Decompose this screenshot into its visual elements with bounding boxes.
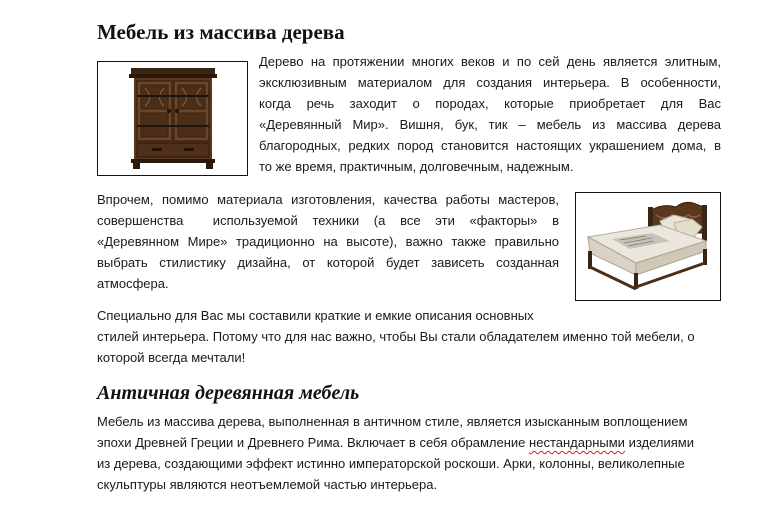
text-line: эксклюзивным материалом для создания интерьера. В особенности, bbox=[259, 75, 721, 90]
text-line bbox=[97, 432, 727, 453]
intro-paragraph bbox=[259, 51, 721, 177]
section-title: Античная деревянная мебель bbox=[97, 382, 360, 404]
text-line: Дерево на протяжении многих веков и по сей день является элитным, bbox=[259, 54, 721, 69]
text-line: из дерева, создающими эффект истинно императорской роскоши. Арки, колонны, великолепные bbox=[97, 456, 685, 471]
text-line: когда речь заходит о породах, которые приобретает для Вас bbox=[259, 96, 721, 111]
spellcheck-word[interactable]: нестандарными bbox=[529, 435, 625, 450]
text-line: стилей интерьера. Потому что для нас важно, чтобы Вы стали обладателем именно той мебели, о bbox=[97, 329, 695, 344]
text-line: благородных, редких пород становится настоящих украшением дома, в bbox=[259, 138, 721, 153]
bed-image bbox=[575, 192, 721, 301]
third-paragraph bbox=[97, 305, 727, 368]
text-line: выбрать стилистику дизайна, от которой будет зависеть созданная bbox=[97, 255, 559, 270]
text-line: которой всегда мечтали! bbox=[97, 350, 246, 365]
text-line: «Деревянный Мир». Вишня, бук, тик – мебель из массива дерева bbox=[259, 117, 721, 132]
text-line: «Деревянном Мире» традиционно на высоте), важно также правильно bbox=[97, 234, 559, 249]
text-line: Впрочем, помимо материала изготовления, качества работы мастеров, bbox=[97, 192, 559, 207]
text-fragment: изделиями bbox=[628, 435, 694, 450]
text-line: совершенства используемой техники (а все эти «факторы» в bbox=[97, 213, 559, 228]
text-line: скульптуры являются неотъемлемой частью интерьера. bbox=[97, 477, 438, 492]
text-line: Мебель из массива дерева, выполненная в античном стиле, является изысканным воплощением bbox=[97, 414, 688, 429]
wardrobe-image bbox=[97, 61, 248, 176]
page-title: Мебель из массива дерева bbox=[97, 20, 345, 44]
text-line: Специально для Вас мы составили краткие и емкие описания основных bbox=[97, 308, 534, 323]
second-paragraph bbox=[97, 189, 559, 294]
text-fragment: эпохи Древней Греции и Древнего Рима. Включает в себя обрамление bbox=[97, 435, 526, 450]
text-line: атмосфера. bbox=[97, 276, 169, 291]
antique-paragraph bbox=[97, 411, 727, 495]
text-line: то же время, практичным, долговечным, надежным. bbox=[259, 159, 574, 174]
